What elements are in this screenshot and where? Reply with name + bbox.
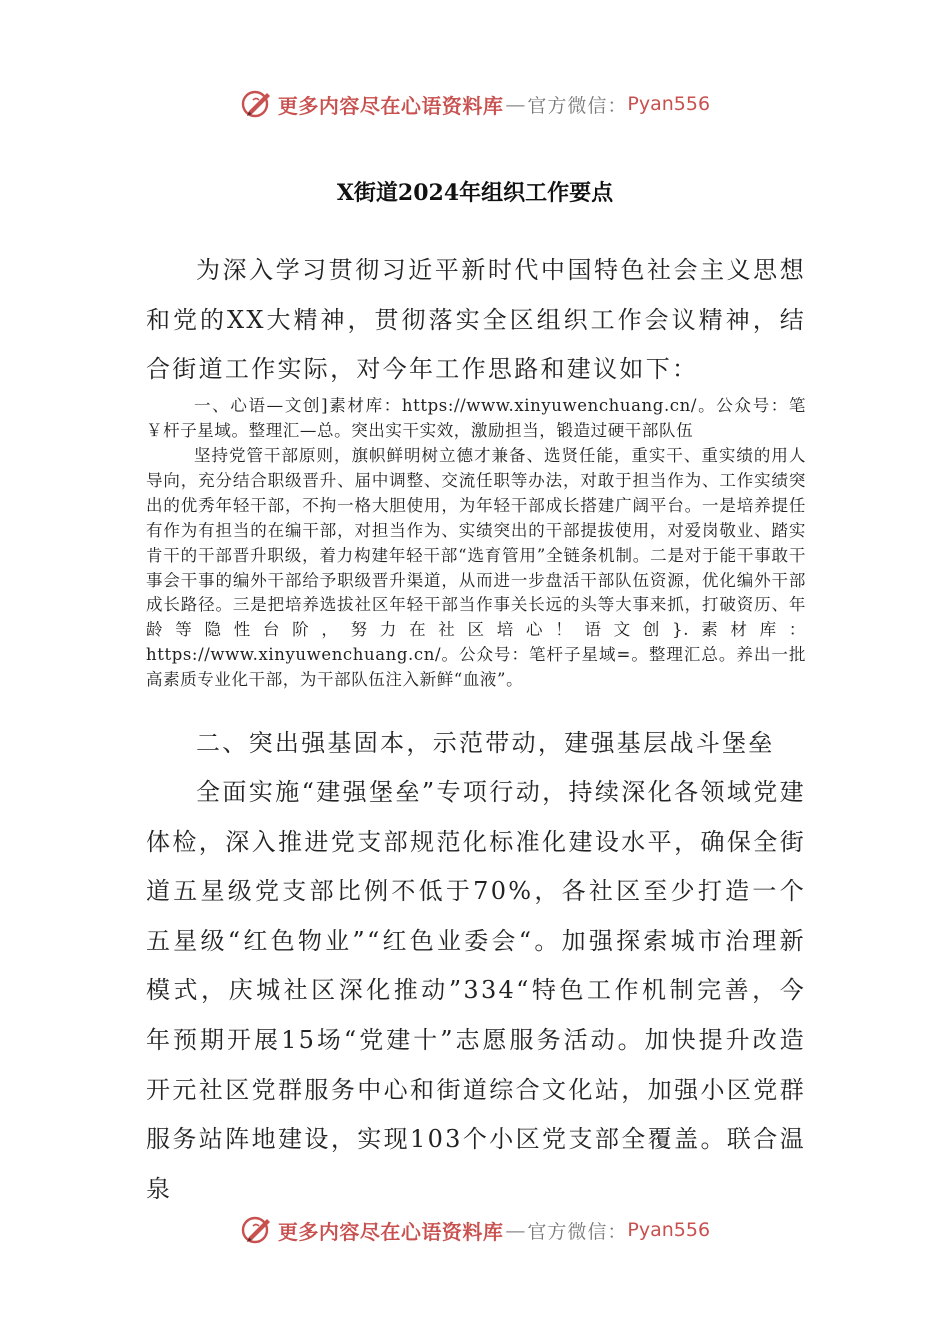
- pen-logo-icon: [240, 1213, 274, 1247]
- watermark-sub-text: 官方微信：: [527, 94, 628, 117]
- watermark-sub-text: 官方微信：: [527, 1220, 628, 1243]
- document-title: X街道2024年组织工作要点: [336, 180, 614, 206]
- section1-body: 坚持党管干部原则，旗帜鲜明树立德才兼备、选贤任能，重实干、重实绩的用人导向，充分结合职级晋升、届中调整、交流任职等办法，对敢于担当作为、工作实绩突出的优秀年轻干部，不拘一格大胆使用，为年轻干部成长搭建广阔平台。一是培养提任有作为有担当的在编干部，对担当作为、实绩突出的干部提拔使用，对爱岗敬业、踏实肯干的干部晋升职级，着力构建年轻干部“选育管用”全链条机制。二是对于能干事敢干事会干事的编外干部给予职级晋升渠道，从而进一步盘活干部队伍资源，优化编外干部成长路径。三是把培养选拔社区年轻干部当作事关长远的头等大事来抓，打破资历、年龄等隐性台阶，努力在社区培心！语文创}.素材库：https://www.xinyuwenchuang.cn/。公众号：笔杆子星域=。整理汇总。养出一批高素质专业化干部，为干部队伍注入新鲜“血液”。: [146, 446, 806, 690]
- section2-body: 全面实施“建强堡垒”专项行动，持续深化各领域党建体检，深入推进党支部规范化标准化建设水平，确保全街道五星级党支部比例不低于70%，各社区至少打造一个五星级“红色物业”“红色业委会“。加强探索城市治理新模式，庆城社区深化推动”334“特色工作机制完善，今年预期开展15场“党建十”志愿服务活动。加快提升改造开元社区党群服务中心和街道综合文化站，加强小区党群服务站阵地建设，实现103个小区党支部全覆盖。联合温泉: [146, 778, 806, 1203]
- watermark-dash: —: [505, 92, 526, 116]
- section2-heading: 二、突出强基固本，示范带动，建强基层战斗堡垒: [196, 729, 775, 757]
- section1-heading: 一、心语—文创]素材库：https://www.xinyuwenchuang.cn/。公众号：笔￥杆子星域。整理汇—总。突出实干实效，激励担当，锻造过硬干部队伍: [146, 396, 806, 440]
- watermark-main-text: 更多内容尽在心语资料库: [277, 1219, 504, 1244]
- watermark-id: Pyan556: [627, 93, 711, 115]
- watermark-banner-bottom: [0, 1210, 950, 1250]
- watermark-dash: —: [505, 1218, 526, 1242]
- watermark-main-text: 更多内容尽在心语资料库: [277, 93, 504, 118]
- intro-paragraph: 为深入学习贯彻习近平新时代中国特色社会主义思想和党的XX大精神，贯彻落实全区组织工作会议精神，结合街道工作实际，对今年工作思路和建议如下：: [146, 256, 806, 384]
- watermark-banner-top: [0, 84, 950, 124]
- watermark-id: Pyan556: [627, 1219, 711, 1241]
- pen-logo-icon: [240, 87, 274, 121]
